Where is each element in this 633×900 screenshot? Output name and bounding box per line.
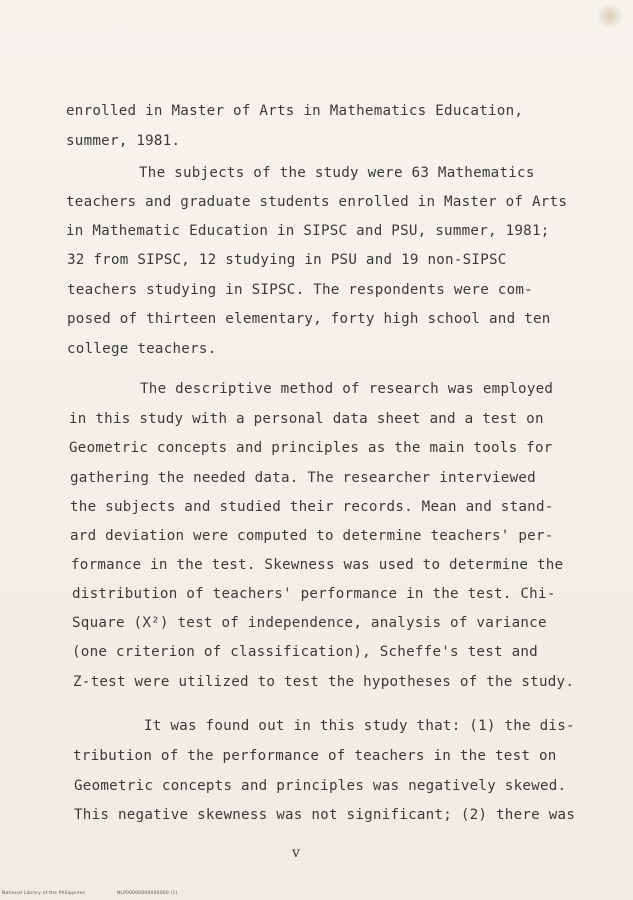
text-line: in this study with a personal data sheet and a test on <box>69 411 544 427</box>
paper-stain <box>595 4 625 28</box>
text-line: It was found out in this study that: (1) the dis- <box>144 718 575 734</box>
text-line: 32 from SIPSC, 12 studying in PSU and 19 non-SIPSC <box>67 252 507 268</box>
text-line: This negative skewness was not significant; (2) there was <box>74 807 576 823</box>
text-line: in Mathematic Education in SIPSC and PSU, summer, 1981; <box>66 223 550 239</box>
text-line: The descriptive method of research was employed <box>140 381 554 397</box>
footer-watermark <box>2 891 208 896</box>
text-line: posed of thirteen elementary, forty high school and ten <box>67 311 551 327</box>
text-line: (one criterion of classification), Scheffe's test and <box>72 644 538 660</box>
text-line: Geometric concepts and principles as the main tools for <box>69 440 553 456</box>
text-line: tribution of the performance of teachers in the test on <box>73 748 557 764</box>
text-line: summer, 1981. <box>66 133 181 149</box>
text-line: teachers studying in SIPSC. The respondents were com- <box>67 282 533 298</box>
text-line: The subjects of the study were 63 Mathematics <box>139 165 535 181</box>
text-line: Z-test were utilized to test the hypotheses of the study. <box>73 674 575 690</box>
text-line: enrolled in Master of Arts in Mathematics Education, <box>66 103 524 119</box>
text-line: Square (X²) test of independence, analysis of variance <box>72 615 547 631</box>
text-line: teachers and graduate students enrolled in Master of Arts <box>66 194 568 210</box>
text-line: gathering the needed data. The researcher interviewed <box>70 470 536 486</box>
text-line: the subjects and studied their records. Mean and stand- <box>70 499 554 515</box>
text-line: college teachers. <box>67 341 217 357</box>
page-number: v <box>292 845 300 861</box>
footer-id: NLP00000000000000 (1) <box>116 891 178 896</box>
text-line: formance in the test. Skewness was used to determine the <box>71 557 564 573</box>
footer-library: National Library of the Philippines <box>2 891 86 896</box>
text-line: distribution of teachers' performance in the test. Chi- <box>72 586 556 602</box>
text-line: Geometric concepts and principles was negatively skewed. <box>74 778 567 794</box>
text-line: ard deviation were computed to determine teachers' per- <box>70 528 554 544</box>
